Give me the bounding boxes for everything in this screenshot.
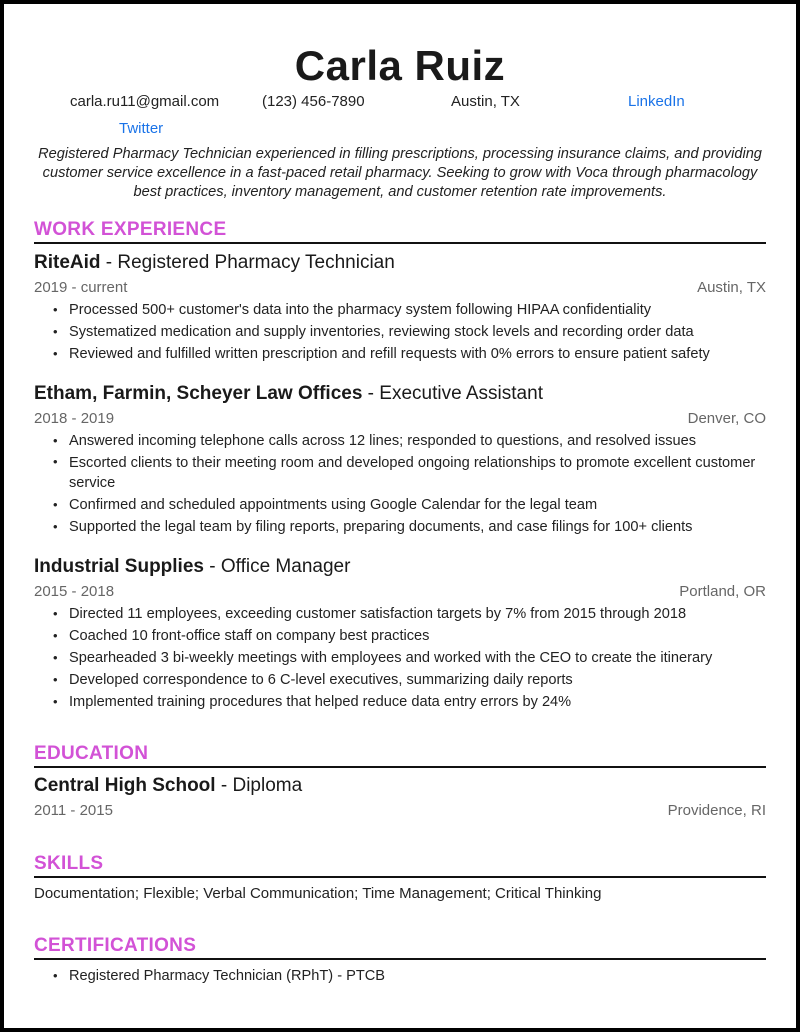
list-item: • Answered incoming telephone calls across 12 lines; responded to questions, and resolved issues xyxy=(34,430,766,452)
separator: - xyxy=(203,556,221,577)
job-title xyxy=(34,383,543,405)
school: Central High School xyxy=(34,775,216,796)
email: carla.ru11@gmail.com xyxy=(70,93,220,110)
list-item: • Developed correspondence to 6 C-level executives, summarizing daily reports xyxy=(34,669,766,691)
role: Office Manager xyxy=(220,556,351,577)
candidate-name: Carla Ruiz xyxy=(294,42,506,89)
degree: Diploma xyxy=(232,775,303,796)
work-experience-heading: WORK EXPERIENCE xyxy=(34,219,227,240)
company: RiteAid xyxy=(34,252,101,273)
separator: - xyxy=(100,252,118,273)
job-location: Denver, CO xyxy=(687,410,766,427)
list-item: • Implemented training procedures that helped reduce data entry errors by 24% xyxy=(34,691,766,713)
list-item: • Escorted clients to their meeting room and developed ongoing relationships to promote excellent customer service xyxy=(34,452,766,494)
job-title xyxy=(34,556,350,578)
section-divider xyxy=(34,242,766,244)
list-item: • Reviewed and fulfilled written prescription and refill requests with 0% errors to ensure patient safety xyxy=(34,343,766,365)
linkedin-link[interactable]: LinkedIn xyxy=(628,93,685,110)
list-item: • Supported the legal team by filing reports, preparing documents, and case filings for 100+ clients xyxy=(34,516,766,538)
job-bullets xyxy=(34,430,766,538)
company: Industrial Supplies xyxy=(34,556,204,577)
role: Registered Pharmacy Technician xyxy=(117,252,395,273)
list-item: • Coached 10 front-office staff on company best practices xyxy=(34,625,766,647)
list-item: • Processed 500+ customer's data into the pharmacy system following HIPAA confidentiality xyxy=(34,299,766,321)
separator: - xyxy=(215,775,233,796)
summary: Registered Pharmacy Technician experienced in filling prescriptions, processing insurance claims, and providing customer service excellence in a fast-paced retail pharmacy. Seeking to grow with Voca through pharmacology best practices, inventory management, and customer retention rate improvements. xyxy=(38,146,762,200)
job-location: Austin, TX xyxy=(697,279,766,296)
job-dates: 2015 - 2018 xyxy=(34,583,115,600)
job-location: Portland, OR xyxy=(679,583,766,600)
list-item: • Systematized medication and supply inventories, reviewing stock levels and recording order data xyxy=(34,321,766,343)
education-title xyxy=(34,775,302,797)
job-title xyxy=(34,252,395,274)
section-divider xyxy=(34,766,766,768)
skills-list: Documentation; Flexible; Verbal Communication; Time Management; Critical Thinking xyxy=(34,885,602,902)
section-divider xyxy=(34,876,766,878)
separator: - xyxy=(362,383,380,404)
education-dates: 2011 - 2015 xyxy=(34,802,113,819)
certifications-list xyxy=(34,965,766,987)
education-heading: EDUCATION xyxy=(34,743,149,764)
location: Austin, TX xyxy=(451,93,520,110)
job-dates: 2019 - current xyxy=(34,279,128,296)
list-item: • Directed 11 employees, exceeding customer satisfaction targets by 7% from 2015 through 2018 xyxy=(34,603,766,625)
job-bullets xyxy=(34,299,766,365)
list-item: • Registered Pharmacy Technician (RPhT) - PTCB xyxy=(34,965,766,987)
list-item: • Confirmed and scheduled appointments using Google Calendar for the legal team xyxy=(34,494,766,516)
resume-page xyxy=(4,4,796,1028)
twitter-link[interactable]: Twitter xyxy=(119,120,164,137)
education-location: Providence, RI xyxy=(667,802,766,819)
role: Executive Assistant xyxy=(379,383,543,404)
skills-heading: SKILLS xyxy=(34,853,104,874)
company: Etham, Farmin, Scheyer Law Offices xyxy=(34,383,363,404)
section-divider xyxy=(34,958,766,960)
certifications-heading: CERTIFICATIONS xyxy=(34,935,197,956)
job-dates: 2018 - 2019 xyxy=(34,410,115,427)
phone: (123) 456-7890 xyxy=(262,93,365,110)
list-item: • Spearheaded 3 bi-weekly meetings with employees and worked with the CEO to create the itinerary xyxy=(34,647,766,669)
job-bullets xyxy=(34,603,766,713)
